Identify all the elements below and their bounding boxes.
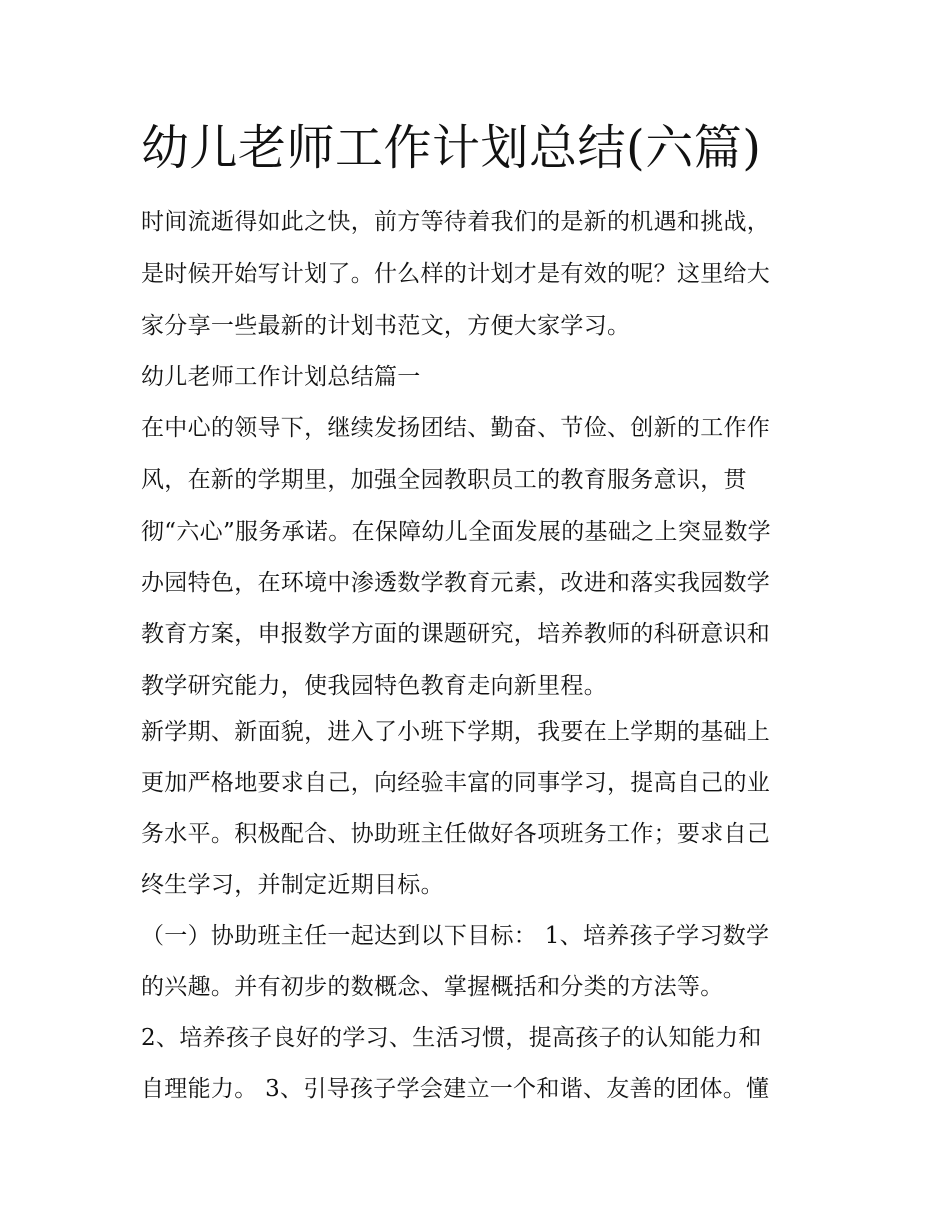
body-line: 办园特色，在环境中渗透数学教育元素，改进和落实我园数学 (141, 570, 771, 596)
body-line: 风，在新的学期里，加强全园教职员工的教育服务意识，贯 (141, 467, 747, 493)
body-line: 务水平。积极配合、协助班主任做好各项班务工作；要求自己 (141, 821, 771, 847)
body-line: （一）协助班主任一起达到以下目标： 1、培养孩子学习数学 (141, 923, 770, 949)
body-line: 时间流逝得如此之快，前方等待着我们的是新的机遇和挑战， (141, 209, 771, 235)
body-line: 教育方案，申报数学方面的课题研究，培养教师的科研意识和 (141, 621, 771, 647)
body-line: 自理能力。 3、引导孩子学会建立一个和谐、友善的团体。懂 (141, 1076, 770, 1102)
body-line: 教学研究能力，使我园特色教育走向新里程。 (141, 673, 607, 699)
body-line: 的兴趣。并有初步的数概念、掌握概括和分类的方法等。 (141, 974, 724, 1000)
body-line: 是时候开始写计划了。什么样的计划才是有效的呢？这里给大 (141, 261, 771, 287)
body-line: 更加严格地要求自己，向经验丰富的同事学习，提高自己的业 (141, 770, 771, 796)
body-line: 新学期、新面貌，进入了小班下学期，我要在上学期的基础上 (141, 719, 771, 745)
document-title: 幼儿老师工作计划总结(六篇) (141, 120, 762, 176)
body-line: 在中心的领导下，继续发扬团结、勤奋、节俭、创新的工作作 (141, 415, 771, 441)
body-line: 2、培养孩子良好的学习、生活习惯，提高孩子的认知能力和 (141, 1025, 762, 1051)
body-line: 终生学习，并制定近期目标。 (141, 872, 444, 898)
body-line: 家分享一些最新的计划书范文，方便大家学习。 (141, 313, 631, 339)
body-line: 彻“六心”服务承诺。在保障幼儿全面发展的基础之上突显数学 (141, 519, 771, 545)
section-heading: 幼儿老师工作计划总结篇一 (141, 364, 421, 390)
